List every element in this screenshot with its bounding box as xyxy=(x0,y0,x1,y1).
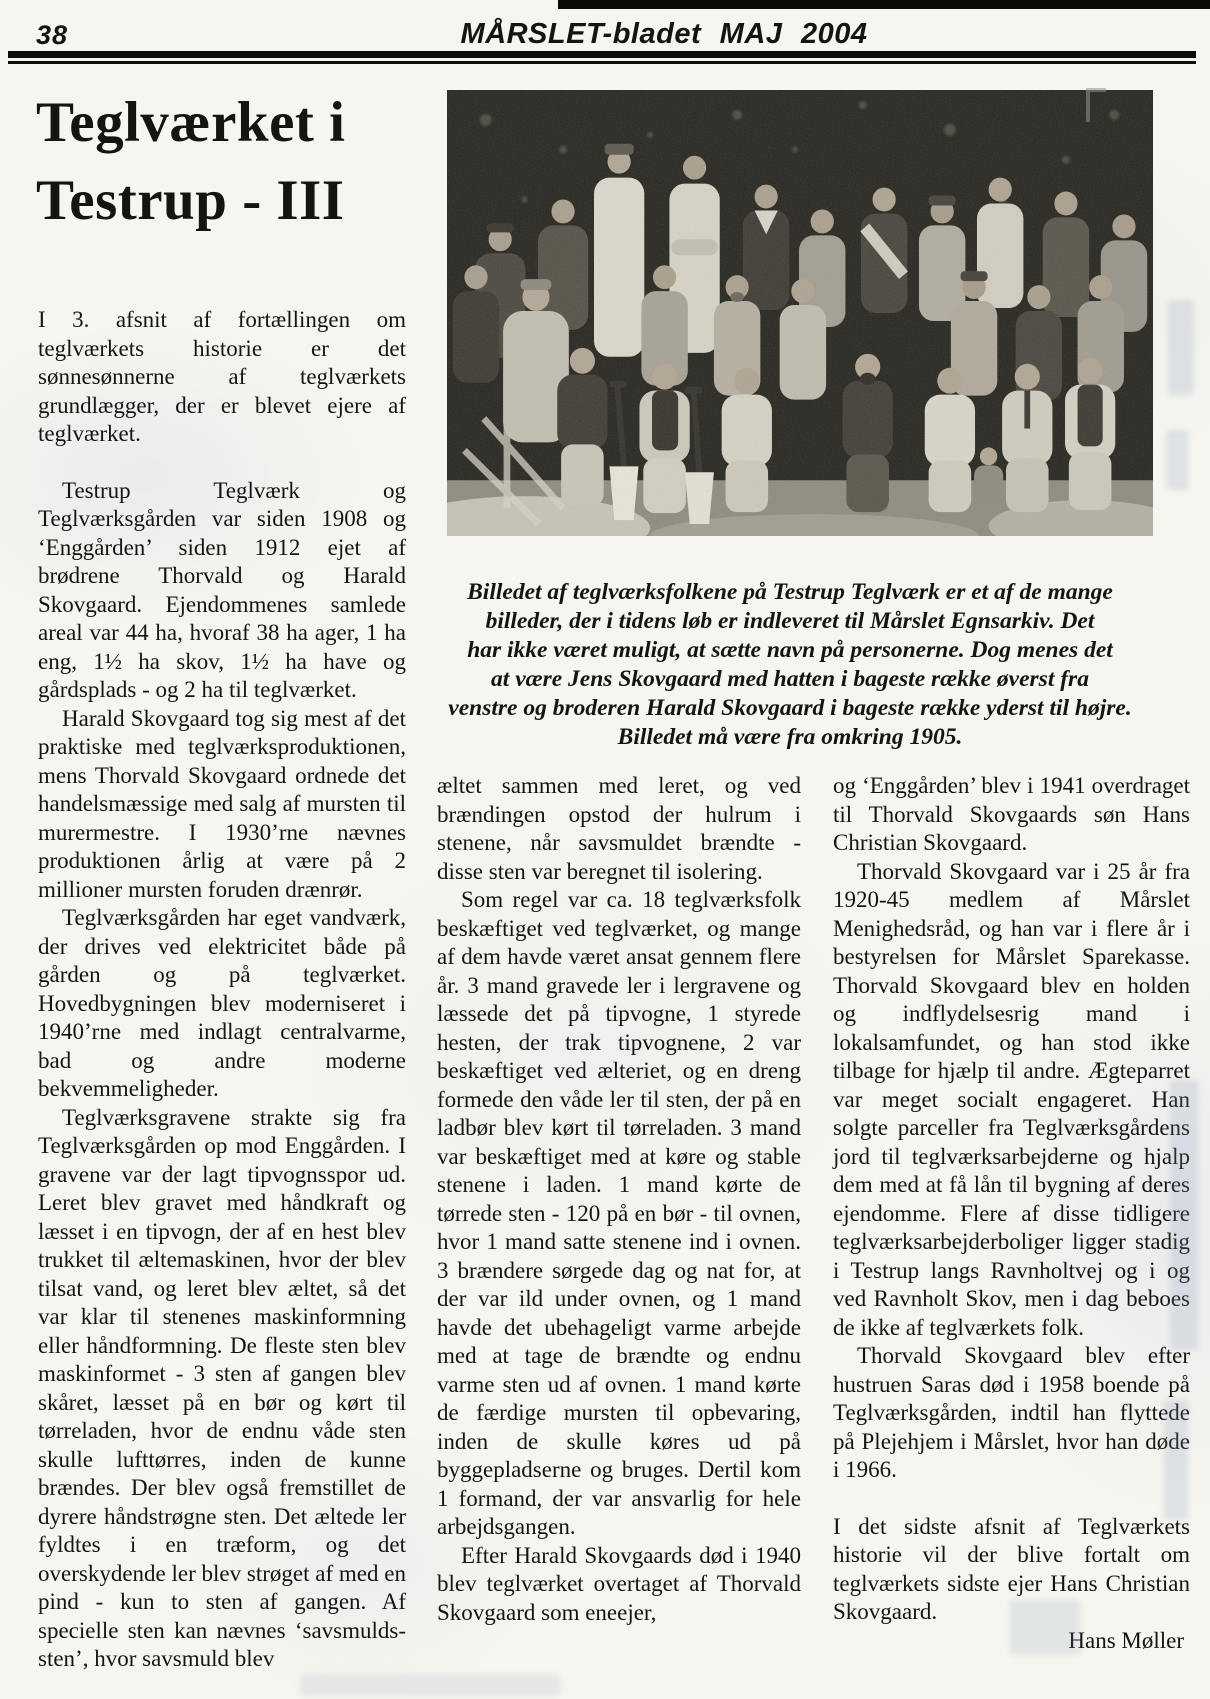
scan-artifact-smudge xyxy=(300,1675,560,1695)
column-middle xyxy=(437,772,801,1627)
author-byline: Hans Møller xyxy=(1068,1627,1184,1653)
photo-caption-line-1: Billedet af teglværksfolkene på Testrup Teglværk er et af de mange xyxy=(467,579,1113,605)
photo-caption xyxy=(420,578,1160,752)
article-title xyxy=(36,84,416,240)
column-left xyxy=(38,306,406,1674)
paragraph-claypits: Teglværksgravene strakte sig fra Teglværksgården op mod Enggården. I gravene var der lagt tipvognsspor ud. Leret blev gravet med håndkraft og læsset i en tipvogn, der af en hest blev trukket til æltemaskinen, hvor der blev tilsat vand, og leret blev æltet, så det var klar til stenenes maskinformning eller håndformning. De fleste sten blev maskinformet - 3 sten af gangen blev skåret, læsset på en bør og kørt til tørreladen, hvor de endnu våde sten skulle lufttørres, inden de kunne brændes. Der blev også fremstillet de dyrere håndstrøgne sten. Det æltede ler fyldtes i en træform, og det overskydende ler blev strøget af med en pind - kun to sten af gangen. Af specielle sten kan nævnes ‘savsmulds-sten’, hvor savsmuld blev xyxy=(38,1104,406,1671)
photo-caption-line-6: Billedet må være fra omkring 1905. xyxy=(617,724,963,750)
paragraph-harald-death: Efter Harald Skovgaards død i 1940 blev teglværket overtaget af Thorvald Skovgaard som eneejer, xyxy=(437,1542,801,1625)
scan-artifact-smudge xyxy=(1168,300,1194,395)
scan-artifact-smudge xyxy=(1164,1400,1188,1520)
article-title-line-2: Testrup - III xyxy=(36,169,345,232)
paragraph-thorvald-life: Thorvald Skovgaard var i 25 år fra 1920-45 medlem af Mårslet Menighedsråd, og han var i flere år i bestyrelsen for Mårslet Sparekasse. Thorvald Skovgaard blev en holden og indflydelsesrig mand i lokalsamfundet, og han stod ikke tilbage for hjælp til andre. Ægteparret var meget socialt engageret. Han solgte parceller fra Teglværksgårdens jord til teglværksarbejderne og hjalp dem med at få lån til bygning af deres ejendomme. Flere af disse tidligere teglværksarbejderboliger ligger stadig i Testrup langs Ravnholtvej og i og ved Ravnholt Skov, men i dag beboes de ikke af teglværkets folk. xyxy=(833,858,1190,1340)
paragraph-next-issue: I det sidste afsnit af Teglværkets historie vil der blive fortalt om teglværkets sidste ejer Hans Christian Skovgaard. xyxy=(833,1513,1190,1624)
workers-photo-illustration xyxy=(447,90,1153,536)
header-rule-thick xyxy=(8,51,1196,58)
magazine-header-title: MÅRSLET-bladet MAJ 2004 xyxy=(460,18,868,50)
page-number: 38 xyxy=(36,20,69,50)
paragraph-workforce: Som regel var ca. 18 teglværksfolk beskæftiget ved teglværket, og mange af dem havde været ansat gennem flere år. 3 mand gravede ler i lergravene og læssede det på tipvogne, 1 styrede hesten, der trak tipvognene, 2 var beskæftiget ved ælteriet, og en dreng formede den våde ler til sten, der på en ladbør blev kørt til tørreladen. 3 mand var beskæftiget med at køre og stable stenene i laden. 1 mand kørte de tørrede sten - 120 på en bør - til ovnen, hvor 1 mand satte stenene ind i ovnen. 3 brændere sørgede dag og nat for, at der var ild under ovnen, og 1 mand havde det ubehageligt varme arbejde med at tage de brændte og endnu varme sten ud af ovnen. 1 mand kørte de færdige mursten til opbevaring, inden de skulle køres ud på byggepladserne og bruges. Dertil kom 1 formand, der var ansvarlig for hele arbejdsgangen. xyxy=(437,887,801,1539)
workers-group-photo xyxy=(447,90,1153,536)
scan-artifact-smudge xyxy=(1166,430,1188,490)
paragraph-sawdust: æltet sammen med leret, og ved brændingen opstod der hulrum i stenene, når savsmuldet brændte - disse sten var beregnet til isolering. xyxy=(437,773,801,884)
column-right xyxy=(833,772,1190,1655)
paragraph-waterworks: Teglværksgården har eget vandværk, der drives ved elektricitet både på gården og på teglværket. Hovedbygningen blev moderniseret i 1940’rne med indlagt centralvarme, bad og andre moderne bekvemmeligheder. xyxy=(38,905,406,1101)
paragraph-thorvald-last-years: Thorvald Skovgaard blev efter hustruen Saras død i 1958 boende på Teglværksgården, indtil han flyttede på Plejehjem i Mårslet, hvor han døde i 1966. xyxy=(833,1343,1190,1482)
paragraph-intro: I 3. afsnit af fortællingen om teglværkets historie er det sønnesønnerne af teglværkets grundlægger, der er blevet ejere af teglværket. xyxy=(38,307,406,446)
scan-artifact-bracket xyxy=(1086,88,1106,122)
scan-artifact-smudge xyxy=(1010,1600,1080,1655)
photo-caption-line-2: billeder, der i tidens løb er indleveret til Mårslet Egnsarkiv. Det xyxy=(485,608,1095,634)
article-title-line-1: Teglværket i xyxy=(36,91,346,154)
photo-caption-line-5: venstre og broderen Harald Skovgaard i bageste række yderst til højre. xyxy=(448,695,1132,721)
paragraph-enggaarden: og ‘Enggården’ blev i 1941 overdraget til Thorvald Skovgaards søn Hans Christian Skovgaard. xyxy=(833,773,1190,855)
paragraph-brothers: Harald Skovgaard tog sig mest af det praktiske med teglværksproduktionen, mens Thorvald Skovgaard ordnede det handelsmæssige med salg af mursten til murermestre. I 1930’rne nævnes produktionen årlig at være på 2 millioner mursten foruden drænrør. xyxy=(38,705,406,902)
scan-artifact-smudge xyxy=(1170,1080,1198,1350)
paragraph-ownership: Testrup Teglværk og Teglværksgården var siden 1908 og ‘Enggården’ siden 1912 ejet af brødrene Thorvald og Harald Skovgaard. Ejendommenes samlede areal var 44 ha, hvoraf 38 ha ager, 1 ha eng, 1½ ha skov, 1½ ha have og gårdsplads - og 2 ha til teglværket. xyxy=(38,477,406,702)
halftone-grain xyxy=(447,90,1153,536)
scan-artifact-top-smear xyxy=(558,0,1210,9)
header-rule-thin xyxy=(8,61,1196,64)
photo-caption-line-3: har ikke været muligt, at sætte navn på personerne. Dog menes det xyxy=(467,637,1113,663)
photo-caption-line-4: at være Jens Skovgaard med hatten i bageste række øverst fra xyxy=(491,666,1089,692)
